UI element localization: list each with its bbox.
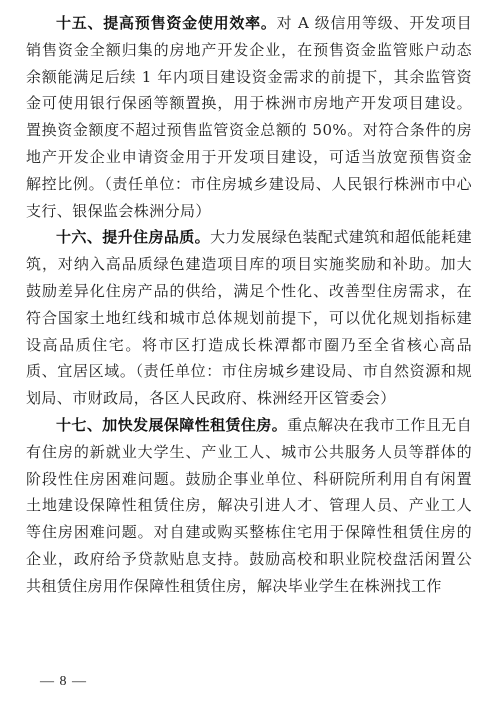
paragraph-17-text: 重点解决在我市工作且无自有住房的新就业大学生、产业工人、城市公共服务人员等群体的阶段性住房困难问题。鼓励企事业单位、科研院所利用自有闲置土地建设保障性租赁住房，解决引进人才、管理人员、产业工人等住房困难问题。对自建或购买整栋住宅用于保障性租赁住房的企业，政府给予贷款贴息支持。鼓励高校和职业院校盘活闲置公共租赁住房用作保障性租赁住房，解决毕业学生在株洲找工作 xyxy=(26,415,472,595)
paragraph-16 xyxy=(26,224,472,412)
paragraph-15-text: 对 A 级信用等级、开发项目销售资金全额归集的房地产开发企业，在预售资金监管账户动态余额能满足后续 1 年内项目建设资金需求的前提下，其余监管资金可使用银行保函等额置换，用于株洲市房地产开发项目建设。置换资金额度不超过预售监管资金总额的 50%。对符合条件的房地产开发企业申请资金用于开发项目建设，可适当放宽预售资金解控比例。（责任单位：市住房城乡建设局、人民银行株洲市中心支行、银保监会株洲分局） xyxy=(26,14,472,220)
paragraph-17 xyxy=(26,412,472,600)
heading-17: 十七、加快发展保障性租赁住房。 xyxy=(56,415,288,434)
paragraph-15 xyxy=(26,10,472,224)
heading-15: 十五、提高预售资金使用效率。 xyxy=(56,14,277,32)
document-page xyxy=(26,10,472,600)
heading-16: 十六、提升住房品质。 xyxy=(56,228,211,247)
page-number: — 8 — xyxy=(40,674,87,689)
paragraph-16-text: 大力发展绿色装配式建筑和超低能耗建筑，对纳入高品质绿色建造项目库的项目实施奖励和补助。加大鼓励差异化住房产品的供给，满足个性化、改善型住房需求，在符合国家土地红线和城市总体规划前提下，可以优化规划指标建设高品质住宅。将市区打造成长株潭都市圈乃至全省核心高品质、宜居区域。（责任单位：市住房城乡建设局、市自然资源和规划局、市财政局，各区人民政府、株洲经开区管委会） xyxy=(26,228,472,408)
